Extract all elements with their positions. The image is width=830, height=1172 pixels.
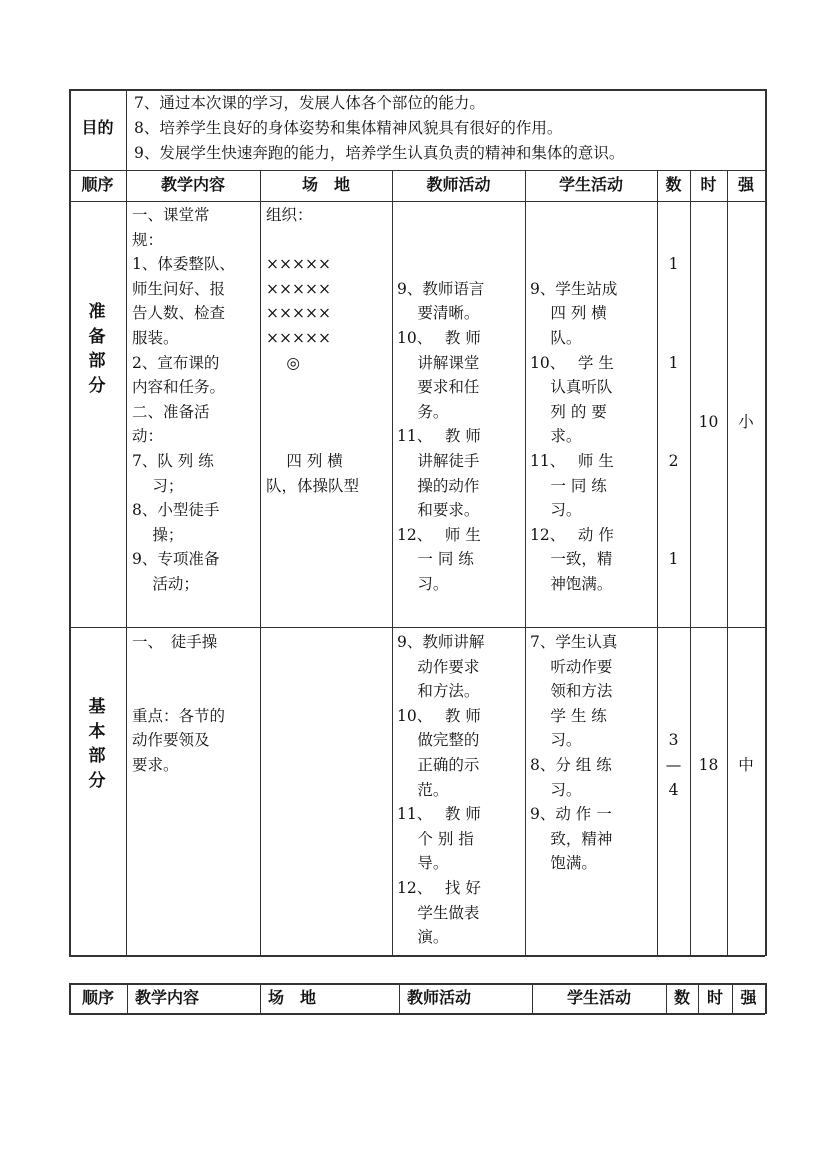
content-line: 1、体委整队、 [132,255,235,274]
teacher-line: 操的动作 [397,476,480,495]
count-value: 1 [668,550,679,569]
content-line: 服装。 [132,329,179,347]
header-content: 教学内容 [160,175,225,194]
student-line: 领和方法 [530,682,613,701]
venue-line: 队，体操队型 [266,476,360,495]
content-line: 8、小型徒手 [132,501,220,520]
student-line: 致，精神 [530,829,613,848]
table-border [69,627,765,628]
student-line: 12、 动 作 [530,525,614,544]
content-line: 师生问好、报 [132,279,226,298]
content-line: 二、准备活 [132,402,210,421]
teacher-line: 习。 [397,575,449,593]
student-line: 神饱满。 [530,575,613,593]
teacher-line: 个 别 指 [397,829,474,848]
teacher-line: 讲解课堂 [397,353,480,372]
teacher-line: 务。 [397,402,449,421]
count-value: 2 [668,452,679,470]
content-line: 内容和任务。 [132,378,226,397]
table-border [765,983,767,1014]
header2-order: 顺序 [81,988,114,1007]
venue-line: ××××× [266,329,331,347]
header-intensity: 强 [737,175,754,194]
teacher-line: 一 同 练 [397,550,474,569]
count-value: 1 [668,255,679,274]
venue-line: 四 列 横 [266,452,343,470]
student-line: 饱满。 [530,854,597,873]
venue-line: ××××× [266,255,331,274]
count-value: 3 [668,731,679,750]
header-student-activity: 学生活动 [558,175,623,194]
purpose-line: 8、培养学生良好的身体姿势和集体精神风貌具有很好的作用。 [134,119,563,137]
table-border [765,89,767,956]
purpose-label: 目的 [81,118,114,137]
header2-venue: 场 地 [268,988,317,1007]
venue-line: ××××× [266,304,331,323]
student-line: 10、 学 生 [530,353,614,372]
table-border [69,955,765,957]
teacher-line: 和方法。 [397,682,480,701]
header2-content: 教学内容 [135,988,200,1007]
header2-student-activity: 学生活动 [566,988,631,1007]
count-value: 4 [668,780,679,799]
teacher-line: 11、 教 师 [397,805,481,824]
student-line: 听动作要 [530,657,613,676]
table-border [392,170,393,956]
student-line: 队。 [530,329,582,347]
teacher-line: 11、 教 师 [397,427,481,446]
content-line: 动： [132,427,164,446]
teacher-line: 9、教师语言 [397,279,485,298]
time-value: 10 [698,412,719,431]
content-line: 活动； [132,575,199,593]
content-line: 规： [132,230,164,249]
intensity-value: 小 [738,412,754,431]
content-line: 9、专项准备 [132,550,220,569]
content-line: 7、队 列 练 [132,452,214,470]
section-label: 准备部分 [88,302,106,396]
teacher-line: 要清晰。 [397,304,480,323]
content-line: 一、 徒手操 [132,633,218,651]
teacher-line: 演。 [397,928,449,947]
header-time: 时 [700,175,717,194]
student-line: 四 列 横 [530,304,607,323]
content-line: 2、宣布课的 [132,353,220,372]
student-line: 列 的 要 [530,402,607,421]
content-line: 操； [132,525,184,544]
table-border [525,170,526,956]
content-line: 告人数、检查 [132,304,226,323]
count-value: 1 [668,353,679,372]
student-line: 认真听队 [530,378,613,397]
student-line: 9、学生站成 [530,279,618,298]
header2-count: 数 [673,988,690,1007]
student-line: 习。 [530,501,582,520]
student-line: 习。 [530,780,582,799]
table-border [69,1013,765,1015]
teacher-line: 讲解徒手 [397,452,480,470]
student-line: 学 生 练 [530,706,607,725]
teacher-line: 动作要求 [397,657,480,676]
student-line: 9、动 作 一 [530,805,612,824]
venue-line: ××××× [266,279,331,298]
table-border [690,170,691,956]
table-border [727,170,728,956]
header2-teacher-activity: 教师活动 [407,988,472,1007]
content-line: 动作要领及 [132,731,210,750]
content-line: 重点：各节的 [132,706,226,725]
table-border [260,170,261,956]
count-value: — [665,756,682,774]
teacher-line: 学生做表 [397,903,480,922]
time-value: 18 [698,756,719,774]
teacher-line: 做完整的 [397,731,480,750]
header2-intensity: 强 [740,988,757,1007]
header-count: 数 [665,175,682,194]
venue-line: ◎ [266,353,300,372]
student-line: 一致，精 [530,550,613,569]
teacher-line: 要求和任 [397,378,480,397]
table-border [69,89,71,956]
student-line: 一 同 练 [530,476,607,495]
student-line: 11、 师 生 [530,452,614,470]
intensity-value: 中 [738,756,754,774]
content-line: 要求。 [132,756,179,774]
student-line: 7、学生认真 [530,633,618,651]
teacher-line: 范。 [397,780,449,799]
content-line: 一、课堂常 [132,206,210,224]
header2-time: 时 [706,988,723,1007]
teacher-line: 导。 [397,854,449,873]
student-line: 习。 [530,731,582,750]
table-border [126,89,127,956]
content-line: 习； [132,476,184,495]
header-order: 顺序 [81,175,114,194]
teacher-line: 正确的示 [397,756,480,774]
teacher-line: 10、 教 师 [397,329,481,347]
header-teacher-activity: 教师活动 [426,175,491,194]
teacher-line: 12、 找 好 [397,879,481,897]
student-line: 求。 [530,427,582,446]
teacher-line: 12、 师 生 [397,525,481,544]
teacher-line: 10、 教 师 [397,706,481,725]
section-label: 基本部分 [88,697,106,791]
purpose-line: 7、通过本次课的学习，发展人体各个部位的能力。 [134,94,485,112]
teacher-line: 9、教师讲解 [397,633,485,651]
purpose-line: 9、发展学生快速奔跑的能力，培养学生认真负责的精神和集体的意识。 [134,144,625,162]
student-line: 8、分 组 练 [530,756,612,774]
header-venue: 场 地 [301,175,350,194]
venue-line: 组织： [266,206,313,224]
teacher-line: 和要求。 [397,501,480,520]
